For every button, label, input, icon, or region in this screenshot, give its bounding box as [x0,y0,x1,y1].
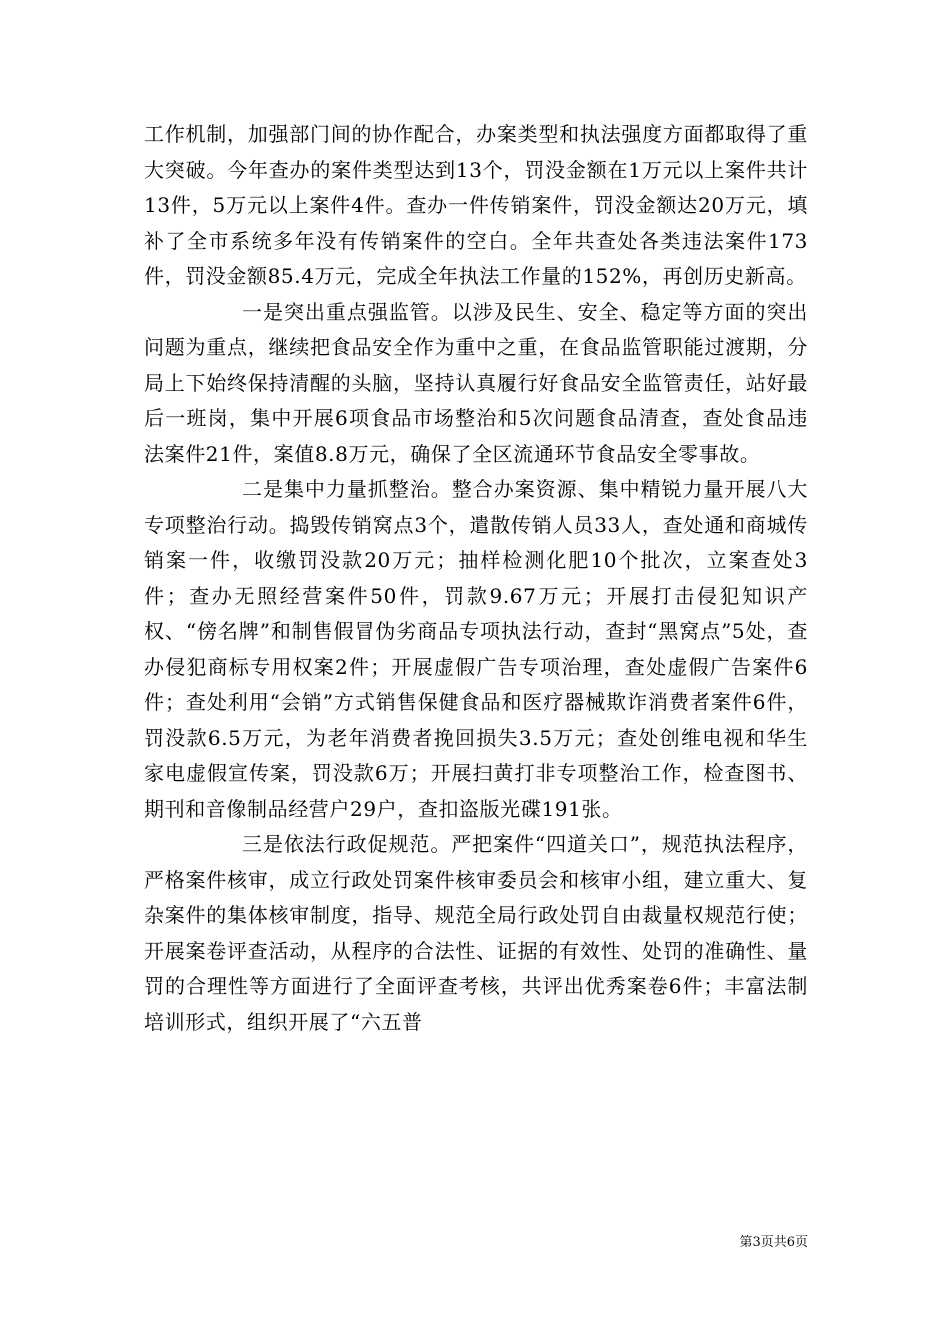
paragraph-point-two: 二是集中力量抓整治。整合办案资源、集中精锐力量开展八大专项整治行动。捣毁传销窝点3个，遣散传销人员33人，查处通和商城传销案一件，收缴罚没款20万元；抽样检测化肥10个批次，立案查处3件；查办无照经营案件50件，罚款9.67万元；开展打击侵犯知识产权、“傍名牌”和制售假冒伪劣商品专项执法行动，查封“黑窝点”5处，查办侵犯商标专用权案2件；开展虚假广告专项治理，查处虚假广告案件6件；查处利用“会销”方式销售保健食品和医疗器械欺诈消费者案件6件，罚没款6.5万元，为老年消费者挽回损失3.5万元；查处创维电视和华生家电虚假宣传案，罚没款6万；开展扫黄打非专项整治工作，检查图书、期刊和音像制品经营户29户，查扣盗版光碟191张。 [144,477,808,821]
paragraph-point-one: 一是突出重点强监管。以涉及民生、安全、稳定等方面的突出问题为重点，继续把食品安全作为重中之重，在食品监管职能过渡期，分局上下始终保持清醒的头脑，坚持认真履行好食品安全监管责任，站好最后一班岗，集中开展6项食品市场整治和5次问题食品清查，查处食品违法案件21件，案值8.8万元，确保了全区流通环节食品安全零事故。 [144,299,808,466]
paragraph-continuation: 工作机制，加强部门间的协作配合，办案类型和执法强度方面都取得了重大突破。今年查办的案件类型达到13个，罚没金额在1万元以上案件共计13件，5万元以上案件4件。查办一件传销案件，罚没金额达20万元，填补了全市系统多年没有传销案件的空白。全年共查处各类违法案件173件，罚没金额85.4万元，完成全年执法工作量的152%，再创历史新高。 [144,122,808,288]
page-number: 第3页共6页 [739,1235,808,1250]
document-body [144,117,808,1040]
paragraph-point-three: 三是依法行政促规范。严把案件“四道关口”，规范执法程序，严格案件核审，成立行政处罚案件核审委员会和核审小组，建立重大、复杂案件的集体核审制度，指导、规范全局行政处罚自由裁量权规范行使；开展案卷评查活动，从程序的合法性、证据的有效性、处罚的准确性、量罚的合理性等方面进行了全面评查考核，共评出优秀案卷6件；丰富法制培训形式，组织开展了“六五普 [144,832,808,1034]
